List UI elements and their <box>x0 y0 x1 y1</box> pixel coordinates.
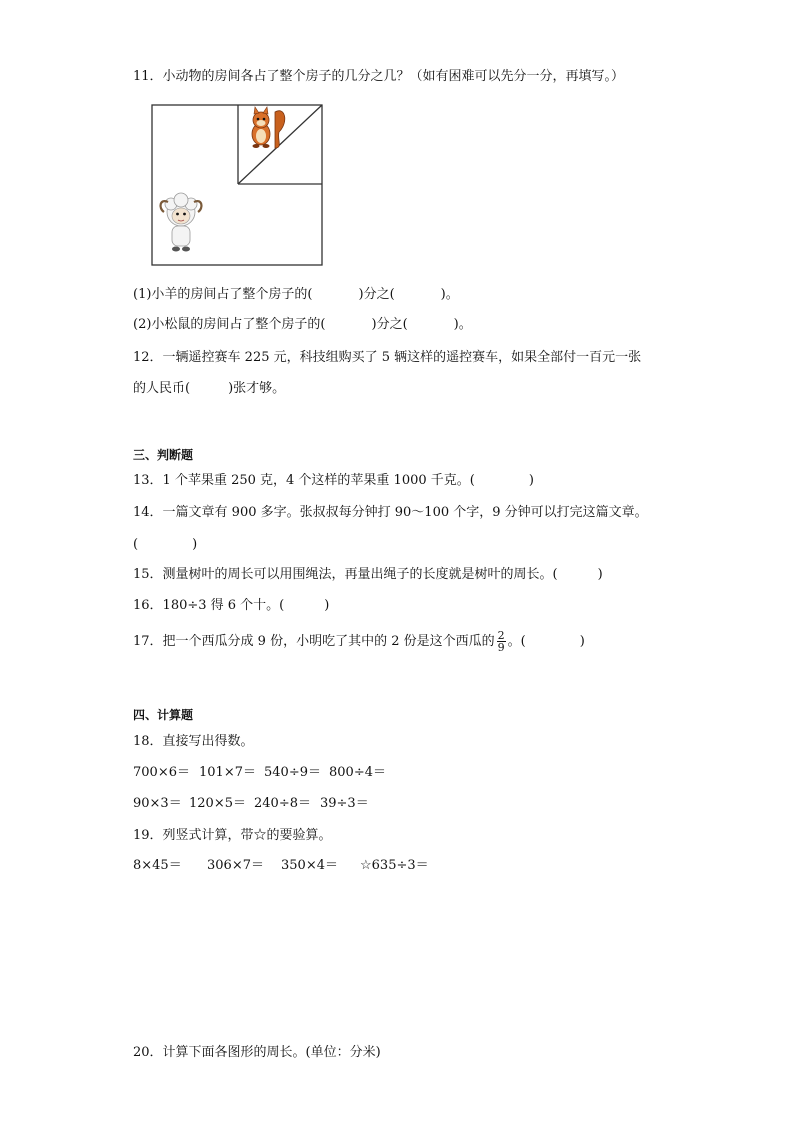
q19-title: 19．列竖式计算，带☆的要验算。 <box>133 828 332 843</box>
q15: 15．测量树叶的周长可以用围绳法，再量出绳子的长度就是树叶的周长。( ) <box>133 567 603 582</box>
q18-row1 <box>133 764 386 782</box>
q17: 17．把一个西瓜分成 9 份，小明吃了其中的 2 份是这个西瓜的 $\frac{2}{9}$ 。( ) <box>133 629 585 654</box>
q11-sub1: (1)小羊的房间占了整个房子的( )分之( )。 <box>133 287 459 302</box>
calc-item: 101×7＝ <box>199 765 256 780</box>
calc-item: 39÷3＝ <box>320 796 369 811</box>
fraction-two-ninths: $\frac{2}{9}$ <box>497 629 505 654</box>
calc-item: 240÷8＝ <box>254 796 311 811</box>
calc-item: 540÷9＝ <box>264 765 321 780</box>
q12-line2: 的人民币( )张才够。 <box>133 381 286 396</box>
calc-item: 90×3＝ <box>133 796 182 811</box>
calc-item: 700×6＝ <box>133 765 190 780</box>
q18-row2 <box>133 795 369 813</box>
calc-item: 800÷4＝ <box>329 765 386 780</box>
section-4-title: 四、计算题 <box>133 708 194 722</box>
q20-title: 20．计算下面各图形的周长。(单位：分米) <box>133 1045 381 1060</box>
house-diagram <box>151 104 325 268</box>
section-3-title: 三、判断题 <box>133 448 194 462</box>
q13: 13．1 个苹果重 250 克，4 个这样的苹果重 1000 千克。( ) <box>133 473 534 488</box>
calc-item: ☆635÷3＝ <box>360 858 429 873</box>
q12-line1: 12．一辆遥控赛车 225 元，科技组购买了 5 辆这样的遥控赛车，如果全部付一百元一张 <box>133 350 642 365</box>
q14-answer: ( ) <box>133 537 198 552</box>
calc-item: 120×5＝ <box>189 796 246 811</box>
q19-row <box>133 857 429 875</box>
calc-item: 306×7＝ <box>207 858 264 873</box>
calc-item: 350×4＝ <box>281 858 338 873</box>
calc-item: 8×45＝ <box>133 858 182 873</box>
q16: 16．180÷3 得 6 个十。( ) <box>133 598 330 613</box>
q14: 14．一篇文章有 900 多字。张叔叔每分钟打 90～100 个字，9 分钟可以打完这篇文章。 <box>133 505 648 520</box>
q11-title: 11．小动物的房间各占了整个房子的几分之几？（如有困难可以先分一分，再填写。） <box>133 69 625 84</box>
q18-title: 18．直接写出得数。 <box>133 734 254 749</box>
q11-sub2: (2)小松鼠的房间占了整个房子的( )分之( )。 <box>133 317 472 332</box>
